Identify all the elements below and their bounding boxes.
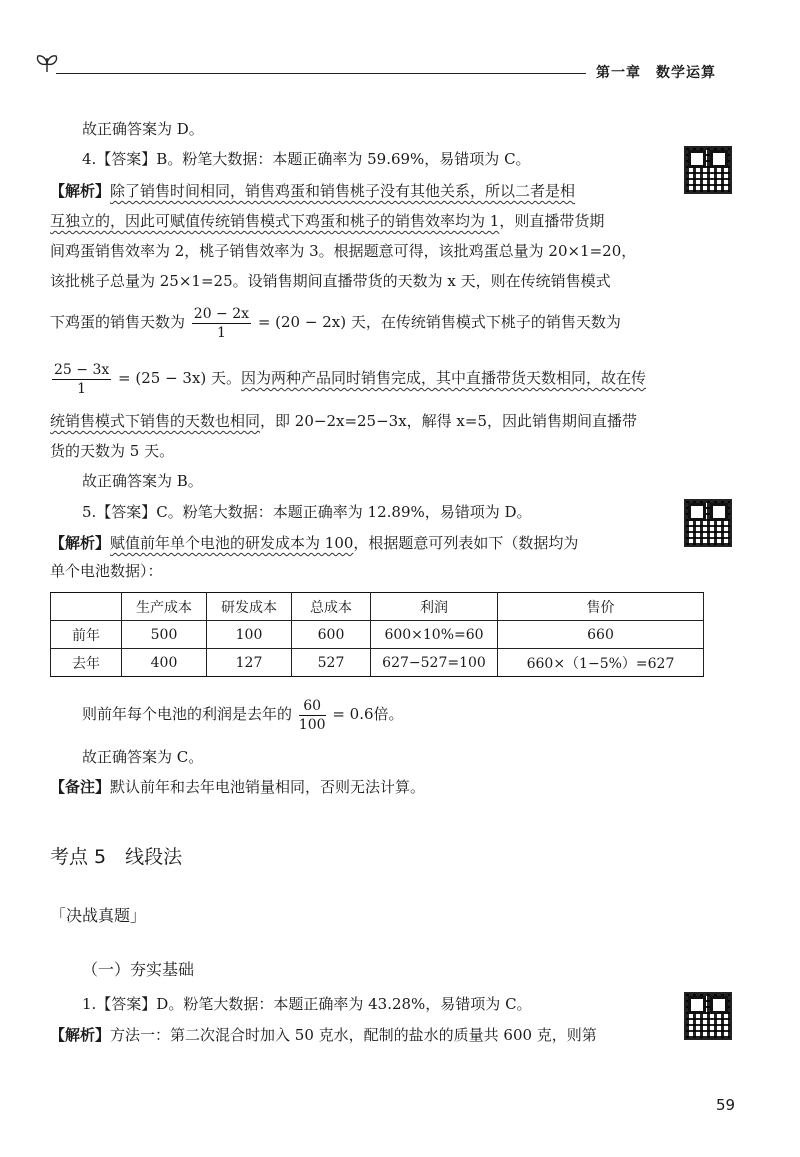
q5-analysis-line-1 [50, 532, 578, 554]
text: 则前年每个电池的利润是去年的 [82, 705, 293, 723]
q4-analysis-line-2 [50, 210, 604, 232]
table-header-cell [51, 593, 122, 621]
table-header-row [51, 593, 704, 621]
table-cell: 去年 [51, 649, 122, 677]
wavy-text: 因为两种产品同时销售完成，其中直播带货天数相同，故在传 [241, 369, 647, 387]
table-cell: 600 [292, 621, 371, 649]
analysis-label: 【解析】 [50, 534, 111, 552]
text: 下鸡蛋的销售天数为 [50, 313, 186, 331]
text: ，根据题意可列表如下（数据均为 [353, 534, 579, 552]
table-row [51, 621, 704, 649]
table-header-cell: 生产成本 [122, 593, 207, 621]
analysis-label: 【解析】 [50, 1026, 111, 1044]
fraction-denominator: 1 [77, 380, 87, 397]
text: 方法一：第二次混合时加入 50 克水，配制的盐水的质量共 600 克，则第 [110, 1026, 597, 1044]
wavy-text: 统销售模式下销售的天数也相同 [50, 412, 261, 430]
fraction-denominator: 1 [216, 324, 226, 341]
table-cell: 500 [122, 621, 207, 649]
q5-ratio-line [82, 694, 404, 734]
text: 默认前年和去年电池销量相同，否则无法计算。 [110, 778, 426, 796]
analysis-label: 【解析】 [50, 182, 111, 200]
q4-analysis-line-5 [50, 302, 621, 342]
section-heading: 考点 5 线段法 [50, 846, 183, 868]
table-cell: 前年 [51, 621, 122, 649]
q1-answer: 1.【答案】D。粉笔大数据：本题正确率为 43.28%，易错项为 C。 [82, 995, 532, 1013]
qr-code-q1[interactable] [684, 992, 732, 1040]
table-header-cell: 售价 [498, 593, 704, 621]
fraction-numerator: 60 [299, 697, 326, 716]
q4-analysis-line-8: 货的天数为 5 天。 [50, 442, 175, 460]
text: = 0.6倍。 [332, 705, 404, 723]
q5-answer: 5.【答案】C。粉笔大数据：本题正确率为 12.89%，易错项为 D。 [82, 503, 532, 521]
battle-heading: 「决战真题」 [50, 906, 147, 925]
table-cell: 660 [498, 621, 704, 649]
text: = (20 − 2x) 天，在传统销售模式下桃子的销售天数为 [257, 313, 621, 331]
q4-analysis-line-6 [50, 358, 646, 398]
fraction [192, 305, 251, 342]
fraction-numerator: 20 − 2x [193, 305, 250, 322]
wavy-text: 赋值前年单个电池的研发成本为 100 [110, 534, 354, 552]
sub-heading: （一）夯实基础 [82, 960, 195, 979]
header-rule [56, 73, 586, 74]
table-header-cell: 研发成本 [207, 593, 292, 621]
qr-code-q5[interactable] [684, 499, 732, 547]
table-cell: 660×（1−5%）=627 [498, 649, 704, 677]
q4-analysis-line-1 [50, 180, 575, 202]
table-cell: 400 [122, 649, 207, 677]
table-cell: 600×10%=60 [371, 621, 498, 649]
fraction-numerator: 25 − 3x [54, 361, 110, 378]
q4-analysis-line-7 [50, 410, 637, 432]
q4-answer: 4.【答案】B。粉笔大数据：本题正确率为 59.69%，易错项为 C。 [82, 150, 531, 168]
text: = (25 − 3x) 天。 [118, 369, 242, 387]
q4-analysis-line-3: 间鸡蛋销售效率为 2，桃子销售效率为 3。根据题意可得，该批鸡蛋总量为 20×1=20， [50, 242, 637, 260]
note-label: 【备注】 [50, 778, 111, 796]
table-cell: 627−527=100 [371, 649, 498, 677]
wavy-text: 互独立的，因此可赋值传统销售模式下鸡蛋和桃子的销售效率均为 1 [50, 212, 500, 230]
q5-final-answer: 故正确答案为 C。 [82, 748, 204, 766]
fraction [299, 697, 326, 734]
q1-analysis-line-1 [50, 1024, 597, 1046]
fraction [52, 361, 111, 398]
chapter-title: 第一章 数学运算 [596, 65, 716, 81]
text: ，则直播带货期 [499, 212, 605, 230]
cost-table [50, 592, 704, 677]
q4-final-answer: 故正确答案为 B。 [82, 472, 203, 490]
table-header-cell: 总成本 [292, 593, 371, 621]
q5-analysis-line-2: 单个电池数据）： [50, 562, 163, 580]
leaf-logo-icon [34, 52, 60, 80]
table-header-cell: 利润 [371, 593, 498, 621]
table-cell: 100 [207, 621, 292, 649]
table-cell: 127 [207, 649, 292, 677]
q5-note [50, 776, 425, 798]
fraction-denominator: 100 [298, 716, 326, 733]
page-number: 59 [716, 1096, 736, 1114]
answer-line: 故正确答案为 D。 [82, 120, 204, 138]
table-cell: 527 [292, 649, 371, 677]
text: ，即 20−2x=25−3x，解得 x=5，因此销售期间直播带 [260, 412, 638, 430]
table-row [51, 649, 704, 677]
wavy-text: 除了销售时间相同，销售鸡蛋和销售桃子没有其他关系，所以二者是相 [110, 182, 576, 200]
q4-analysis-line-4: 该批桃子总量为 25×1=25。设销售期间直播带货的天数为 x 天，则在传统销售模式 [50, 272, 611, 290]
qr-code-q4[interactable] [684, 146, 732, 194]
